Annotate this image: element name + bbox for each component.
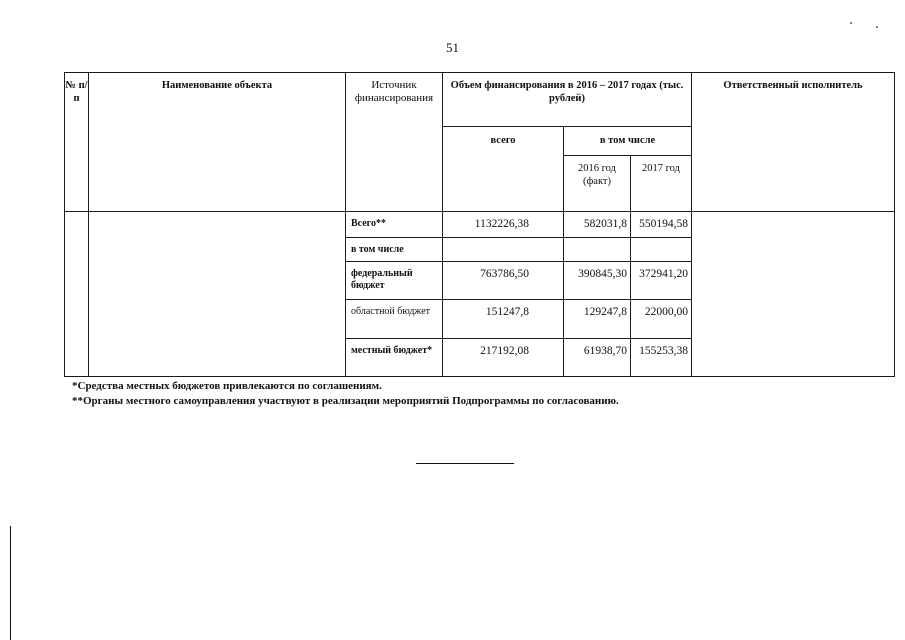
cell-total: 763786,50 — [443, 262, 564, 300]
header-executor: Ответственный исполнитель — [692, 73, 895, 212]
cell-2016: 390845,30 — [564, 262, 631, 300]
header-total: всего — [443, 127, 564, 212]
cell-total — [443, 238, 564, 262]
cell-2017: 372941,20 — [631, 262, 692, 300]
footnote-local-budgets: *Средства местных бюджетов привлекаются по соглашениям. — [72, 380, 382, 392]
cell-2016: 61938,70 — [564, 339, 631, 377]
page-number: 51 — [446, 40, 459, 55]
cell-source: местный бюджет* — [346, 339, 443, 377]
cell-object-name — [89, 212, 346, 377]
cell-no — [65, 212, 89, 377]
footnote-local-government: **Органы местного самоуправления участвуют в реализации мероприятий Подпрограммы по согласованию. — [72, 395, 619, 407]
cell-source: Всего** — [346, 212, 443, 238]
cell-2017 — [631, 238, 692, 262]
header-volume: Объем финансирования в 2016 – 2017 годах (тыс. рублей) — [443, 73, 692, 127]
cell-2016: 129247,8 — [564, 300, 631, 339]
cell-source: областной бюджет — [346, 300, 443, 339]
header-year-2016: 2016 год (факт) — [564, 156, 631, 212]
end-of-document-line — [416, 463, 514, 464]
cell-2017: 155253,38 — [631, 339, 692, 377]
header-object-name: Наименование объекта — [89, 73, 346, 212]
cell-total: 151247,8 — [443, 300, 564, 339]
scan-speck — [850, 22, 852, 24]
cell-total: 1132226,38 — [443, 212, 564, 238]
cell-source: в том числе — [346, 238, 443, 262]
table-row — [65, 212, 895, 238]
cell-2017: 550194,58 — [631, 212, 692, 238]
footnotes — [72, 379, 619, 409]
cell-2016: 582031,8 — [564, 212, 631, 238]
cell-total: 217192,08 — [443, 339, 564, 377]
cell-2016 — [564, 238, 631, 262]
financing-table — [64, 72, 895, 377]
scan-edge-line — [10, 526, 11, 640]
cell-executor — [692, 212, 895, 377]
header-including: в том числе — [564, 127, 692, 156]
cell-2017: 22000,00 — [631, 300, 692, 339]
cell-source: федеральный бюджет — [346, 262, 443, 300]
header-year-2017: 2017 год — [631, 156, 692, 212]
header-no: № п/п — [65, 73, 89, 212]
header-source: Источник финансирования — [346, 73, 443, 212]
scan-speck — [876, 26, 878, 28]
